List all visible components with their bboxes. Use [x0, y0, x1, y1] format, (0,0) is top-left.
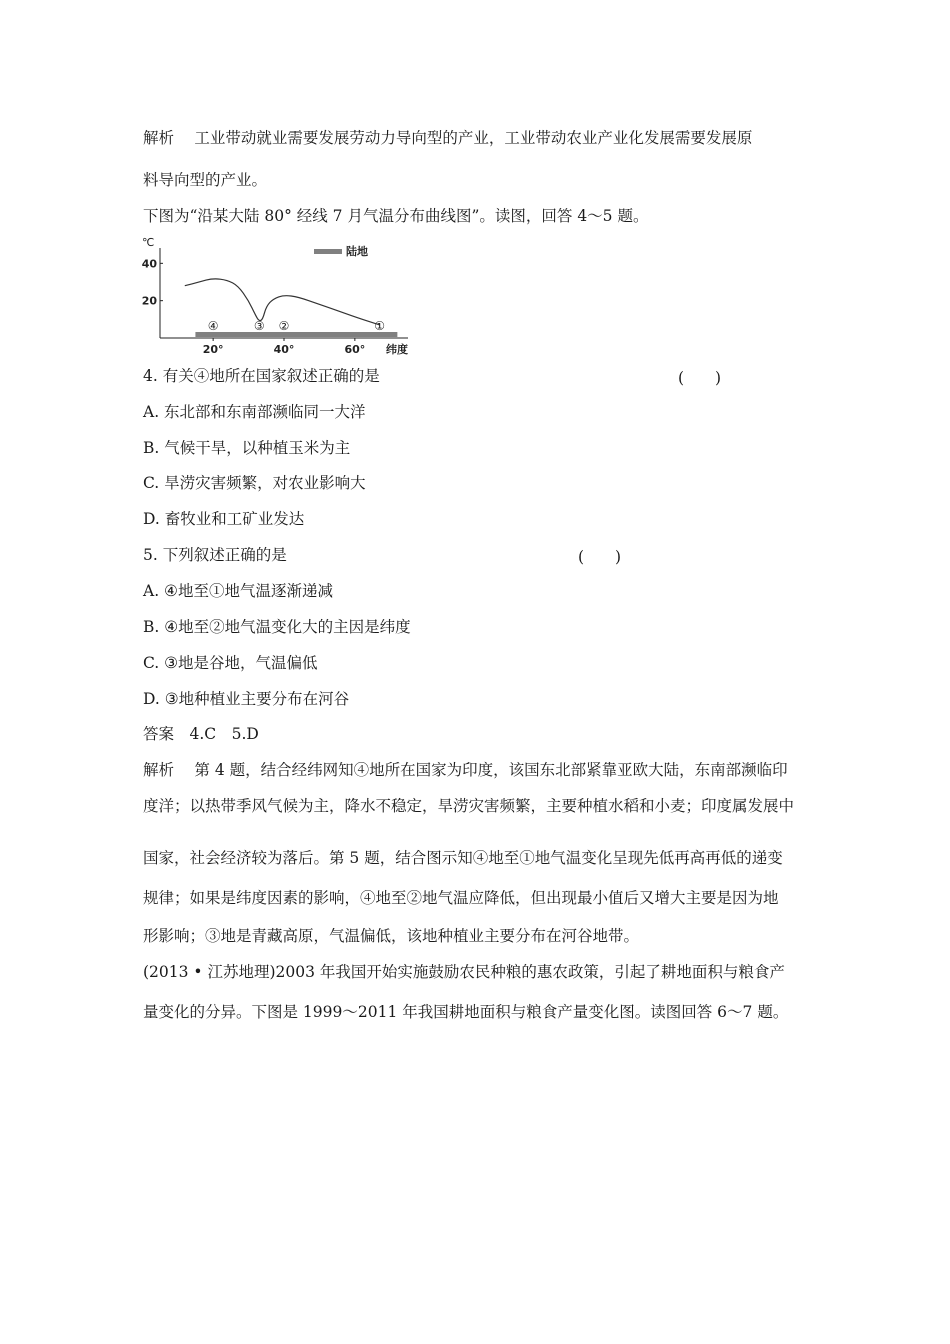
legend-swatch: [314, 249, 342, 254]
land-bar: [195, 332, 397, 337]
location-marker: ②: [278, 319, 290, 333]
temperature-curve: [185, 279, 380, 325]
question-4-option-a: A. 东北部和东南部濒临同一大洋: [143, 403, 366, 421]
question-5: 5. 下列叙述正确的是: [143, 546, 287, 564]
question-5-option-b: B. ④地至②地气温变化大的主因是纬度: [143, 618, 411, 636]
question-5-option-d: D. ③地种植业主要分布在河谷: [143, 690, 350, 708]
question-4-option-b: B. 气候干旱，以种植玉米为主: [143, 439, 351, 457]
location-marker: ③: [253, 319, 265, 333]
explanation-line-4: 规律；如果是纬度因素的影响，④地至②地气温应降低，但出现最小值后又增大主要是因为地: [143, 889, 779, 907]
analysis-line-2: 料导向型的产业。: [143, 171, 268, 189]
x-tick-label: 20°: [202, 343, 224, 356]
question-4-option-d: D. 畜牧业和工矿业发达: [143, 510, 305, 528]
analysis-line-1: 解析 工业带动就业需要发展劳动力导向型的产业，工业带动农业产业化发展需要发展原: [143, 129, 753, 147]
x-tick-label: 40°: [273, 343, 295, 356]
explanation-line-5: 形影响；③地是青藏高原，气温偏低，该地种植业主要分布在河谷地带。: [143, 927, 640, 945]
question-4-answer-blank: ( ): [678, 369, 722, 387]
y-tick-label: 20: [141, 294, 157, 308]
x-axis-label: 纬度: [386, 343, 408, 356]
y-axis-label: ℃: [142, 236, 155, 249]
temperature-chart: [140, 234, 420, 360]
y-tick-label: 40: [141, 257, 157, 271]
question-4: 4. 有关④地所在国家叙述正确的是: [143, 367, 380, 385]
explanation-line-7: 量变化的分异。下图是 1999～2011 年我国耕地面积与粮食产量变化图。读图回答 6～7 题。: [143, 1003, 789, 1021]
question-5-answer-blank: ( ): [578, 548, 622, 566]
question-5-option-c: C. ③地是谷地，气温偏低: [143, 654, 318, 672]
question-4-option-c: C. 旱涝灾害频繁，对农业影响大: [143, 474, 366, 492]
explanation-line-6: (2013 • 江苏地理)2003 年我国开始实施鼓励农民种粮的惠农政策，引起了耕地面积与粮食产: [143, 963, 785, 981]
legend-label: 陆地: [346, 245, 368, 258]
location-marker: ①: [374, 319, 386, 333]
explanation-line-2: 度洋；以热带季风气候为主，降水不稳定，旱涝灾害频繁，主要种植水稻和小麦；印度属发展中: [143, 797, 795, 815]
explanation-line-1: 解析 第 4 题，结合经纬网知④地所在国家为印度，该国东北部紧靠亚欧大陆，东南部濒临印: [143, 761, 788, 779]
location-marker: ④: [207, 319, 219, 333]
x-tick-label: 60°: [344, 343, 366, 356]
question-5-option-a: A. ④地至①地气温逐渐递减: [143, 582, 333, 600]
answer-line: 答案 4.C 5.D: [143, 725, 259, 743]
chart-intro: 下图为“沿某大陆 80° 经线 7 月气温分布曲线图”。读图，回答 4～5 题。: [143, 207, 649, 225]
explanation-line-3: 国家，社会经济较为落后。第 5 题，结合图示知④地至①地气温变化呈现先低再高再低的递变: [143, 849, 783, 867]
